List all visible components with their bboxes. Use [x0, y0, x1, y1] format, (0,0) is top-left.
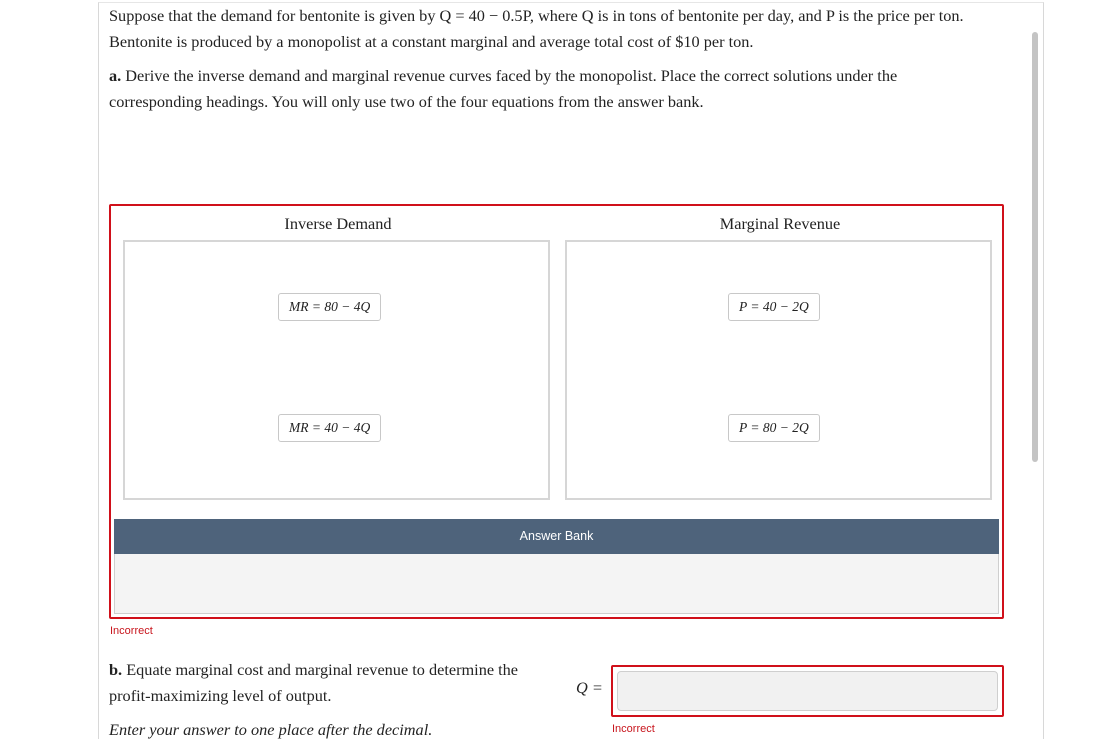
part-a-text: Derive the inverse demand and marginal revenue curves faced by the monopolist. Place the correct solutions under the corresponding headings. You will only use two of the four equations from the answer bank. — [109, 66, 898, 111]
drop-zone-marginal-revenue[interactable] — [565, 240, 992, 500]
question-intro: Suppose that the demand for bentonite is given by Q = 40 − 0.5P, where Q is in tons of bentonite per day, and P is the price per ton. Bentonite is produced by a monopolist at a constant marginal and average total cost of $10 per ton. — [109, 6, 964, 51]
drop-zone-inverse-demand[interactable] — [123, 240, 550, 500]
part-a-status: Incorrect — [110, 625, 153, 637]
part-b-label: b. — [109, 660, 123, 679]
heading-inverse-demand: Inverse Demand — [284, 214, 392, 233]
part-b-instruction: Enter your answer to one place after the decimal. — [109, 720, 433, 739]
answer-bank-area[interactable] — [114, 554, 999, 614]
part-a-prompt — [109, 63, 989, 115]
part-b-status: Incorrect — [612, 723, 655, 735]
part-b-text: Equate marginal cost and marginal revenue to determine the profit-maximizing level of output. — [109, 660, 519, 705]
scrollbar-thumb[interactable] — [1032, 32, 1038, 462]
part-b-prompt — [109, 657, 549, 709]
answer-chip[interactable]: MR = 80 − 4Q — [278, 293, 381, 321]
heading-marginal-revenue: Marginal Revenue — [719, 214, 841, 233]
answer-field-container — [611, 665, 1004, 717]
answer-label: Q = — [576, 678, 603, 697]
answer-chip[interactable]: P = 40 − 2Q — [728, 293, 820, 321]
answer-chip[interactable]: MR = 40 − 4Q — [278, 414, 381, 442]
drag-drop-question — [109, 204, 1004, 619]
quantity-answer-input[interactable] — [617, 671, 998, 711]
part-a-label: a. — [109, 66, 122, 85]
answer-chip[interactable]: P = 80 − 2Q — [728, 414, 820, 442]
answer-bank-header: Answer Bank — [114, 519, 999, 554]
